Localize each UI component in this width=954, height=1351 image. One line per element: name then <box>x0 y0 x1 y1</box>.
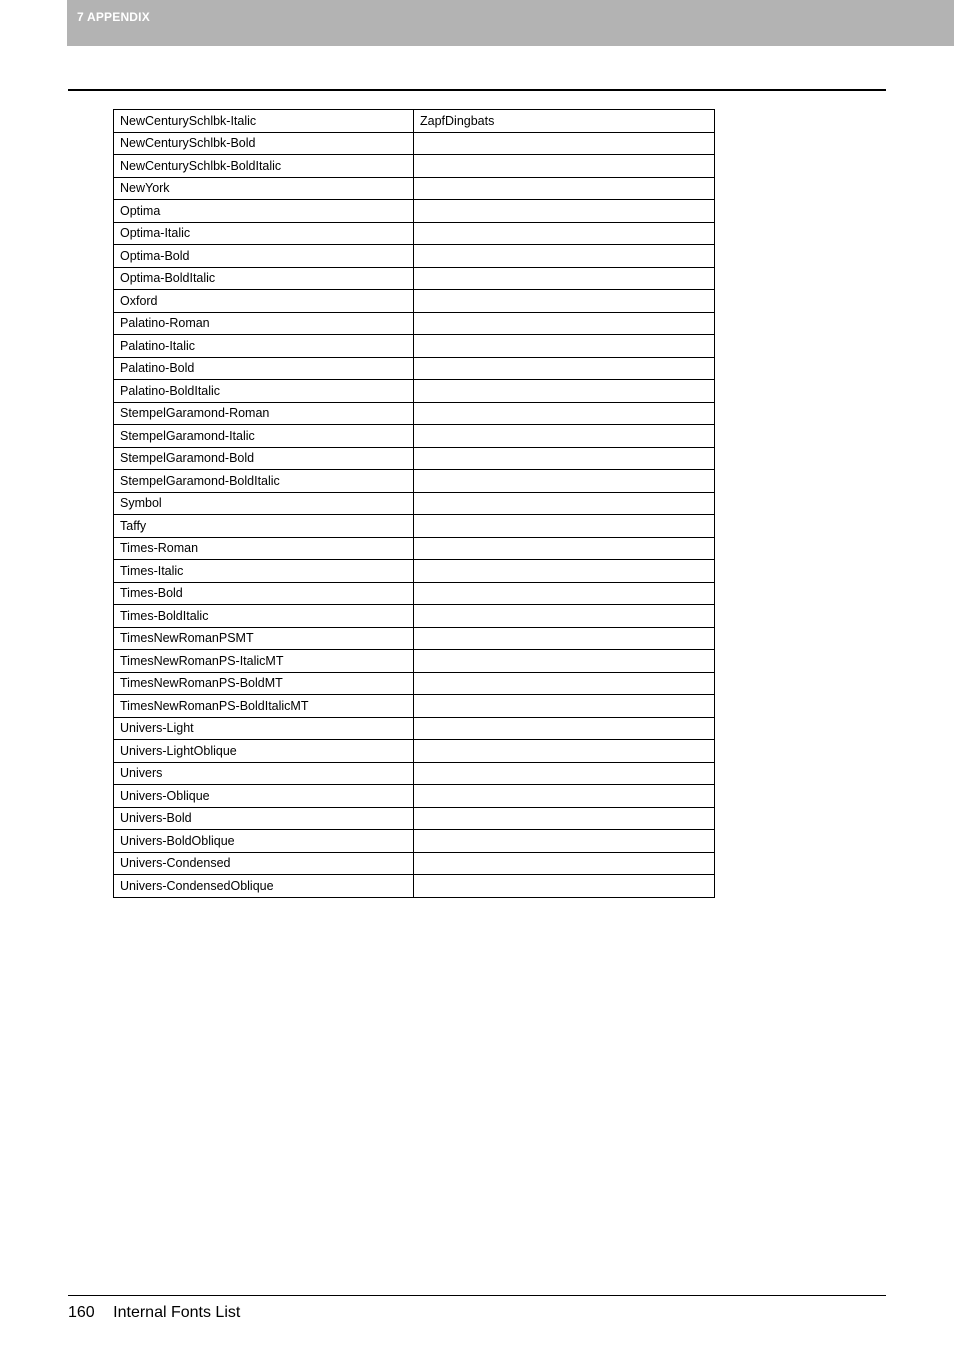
font-name-cell: Univers-Bold <box>114 807 414 830</box>
font-name-cell-right <box>414 785 715 808</box>
table-row <box>114 852 715 875</box>
fonts-table <box>113 109 715 898</box>
font-name-cell: TimesNewRomanPS-BoldItalicMT <box>114 695 414 718</box>
font-name-cell-right <box>414 357 715 380</box>
font-name-cell-right <box>414 740 715 763</box>
font-name-cell: NewCenturySchlbk-BoldItalic <box>114 155 414 178</box>
font-name-cell-right <box>414 267 715 290</box>
font-name-cell-right <box>414 177 715 200</box>
font-name-cell: TimesNewRomanPSMT <box>114 627 414 650</box>
table-row <box>114 560 715 583</box>
table-row <box>114 110 715 133</box>
font-name-cell: TimesNewRomanPS-ItalicMT <box>114 650 414 673</box>
page-footer <box>68 1304 240 1322</box>
font-name-cell: NewCenturySchlbk-Bold <box>114 132 414 155</box>
font-name-cell-right <box>414 290 715 313</box>
table-row <box>114 447 715 470</box>
table-row <box>114 807 715 830</box>
font-name-cell: Palatino-Bold <box>114 357 414 380</box>
font-name-cell: Univers-Condensed <box>114 852 414 875</box>
font-name-cell: Optima <box>114 200 414 223</box>
table-row <box>114 222 715 245</box>
font-name-cell-right <box>414 200 715 223</box>
table-row <box>114 132 715 155</box>
font-name-cell: Palatino-Roman <box>114 312 414 335</box>
table-row <box>114 335 715 358</box>
table-row <box>114 425 715 448</box>
font-name-cell: Taffy <box>114 515 414 538</box>
font-name-cell-right <box>414 762 715 785</box>
font-name-cell-right <box>414 605 715 628</box>
font-name-cell-right <box>414 447 715 470</box>
font-name-cell-right <box>414 380 715 403</box>
font-name-cell: Times-Roman <box>114 537 414 560</box>
table-row <box>114 875 715 898</box>
font-name-cell-right <box>414 560 715 583</box>
font-name-cell-right <box>414 402 715 425</box>
font-name-cell: Univers-LightOblique <box>114 740 414 763</box>
font-name-cell: TimesNewRomanPS-BoldMT <box>114 672 414 695</box>
table-row <box>114 515 715 538</box>
table-row <box>114 492 715 515</box>
font-name-cell-right <box>414 132 715 155</box>
font-name-cell-right <box>414 470 715 493</box>
font-name-cell: Optima-BoldItalic <box>114 267 414 290</box>
font-name-cell-right <box>414 650 715 673</box>
font-name-cell-right <box>414 582 715 605</box>
font-name-cell: Univers-BoldOblique <box>114 830 414 853</box>
font-name-cell-right <box>414 425 715 448</box>
table-row <box>114 177 715 200</box>
table-row <box>114 650 715 673</box>
page-number: 160 <box>68 1304 95 1321</box>
fonts-table-body <box>114 110 715 898</box>
table-row <box>114 830 715 853</box>
font-name-cell: Optima-Bold <box>114 245 414 268</box>
font-name-cell-right <box>414 875 715 898</box>
font-name-cell: StempelGaramond-BoldItalic <box>114 470 414 493</box>
table-row <box>114 470 715 493</box>
footer-title: Internal Fonts List <box>113 1304 241 1321</box>
table-row <box>114 155 715 178</box>
font-name-cell-right <box>414 155 715 178</box>
table-row <box>114 627 715 650</box>
header-divider <box>68 89 886 91</box>
font-name-cell-right <box>414 492 715 515</box>
table-row <box>114 695 715 718</box>
font-name-cell: Univers-CondensedOblique <box>114 875 414 898</box>
font-name-cell: Univers <box>114 762 414 785</box>
section-label: 7 APPENDIX <box>77 10 150 24</box>
footer-divider <box>68 1295 886 1296</box>
font-name-cell-right <box>414 515 715 538</box>
font-name-cell: NewCenturySchlbk-Italic <box>114 110 414 133</box>
font-name-cell: StempelGaramond-Roman <box>114 402 414 425</box>
font-name-cell-right <box>414 852 715 875</box>
table-row <box>114 717 715 740</box>
font-name-cell: Univers-Oblique <box>114 785 414 808</box>
font-name-cell-right: ZapfDingbats <box>414 110 715 133</box>
font-name-cell-right <box>414 245 715 268</box>
table-row <box>114 312 715 335</box>
font-name-cell-right <box>414 627 715 650</box>
table-row <box>114 537 715 560</box>
table-row <box>114 290 715 313</box>
font-name-cell: Univers-Light <box>114 717 414 740</box>
font-name-cell-right <box>414 717 715 740</box>
font-name-cell-right <box>414 537 715 560</box>
font-name-cell-right <box>414 830 715 853</box>
font-name-cell-right <box>414 335 715 358</box>
table-row <box>114 357 715 380</box>
font-name-cell: Optima-Italic <box>114 222 414 245</box>
font-name-cell: Oxford <box>114 290 414 313</box>
table-row <box>114 245 715 268</box>
table-row <box>114 762 715 785</box>
font-name-cell: StempelGaramond-Bold <box>114 447 414 470</box>
table-row <box>114 605 715 628</box>
font-name-cell: Palatino-BoldItalic <box>114 380 414 403</box>
font-name-cell-right <box>414 807 715 830</box>
font-name-cell: StempelGaramond-Italic <box>114 425 414 448</box>
font-name-cell: Palatino-Italic <box>114 335 414 358</box>
font-name-cell: Symbol <box>114 492 414 515</box>
font-name-cell: Times-BoldItalic <box>114 605 414 628</box>
font-name-cell-right <box>414 672 715 695</box>
table-row <box>114 785 715 808</box>
table-row <box>114 740 715 763</box>
table-row <box>114 672 715 695</box>
font-name-cell-right <box>414 695 715 718</box>
header-band <box>67 0 954 46</box>
font-name-cell: Times-Bold <box>114 582 414 605</box>
font-name-cell-right <box>414 222 715 245</box>
font-name-cell-right <box>414 312 715 335</box>
table-row <box>114 402 715 425</box>
table-row <box>114 200 715 223</box>
table-row <box>114 380 715 403</box>
table-row <box>114 267 715 290</box>
font-name-cell: NewYork <box>114 177 414 200</box>
table-row <box>114 582 715 605</box>
font-name-cell: Times-Italic <box>114 560 414 583</box>
